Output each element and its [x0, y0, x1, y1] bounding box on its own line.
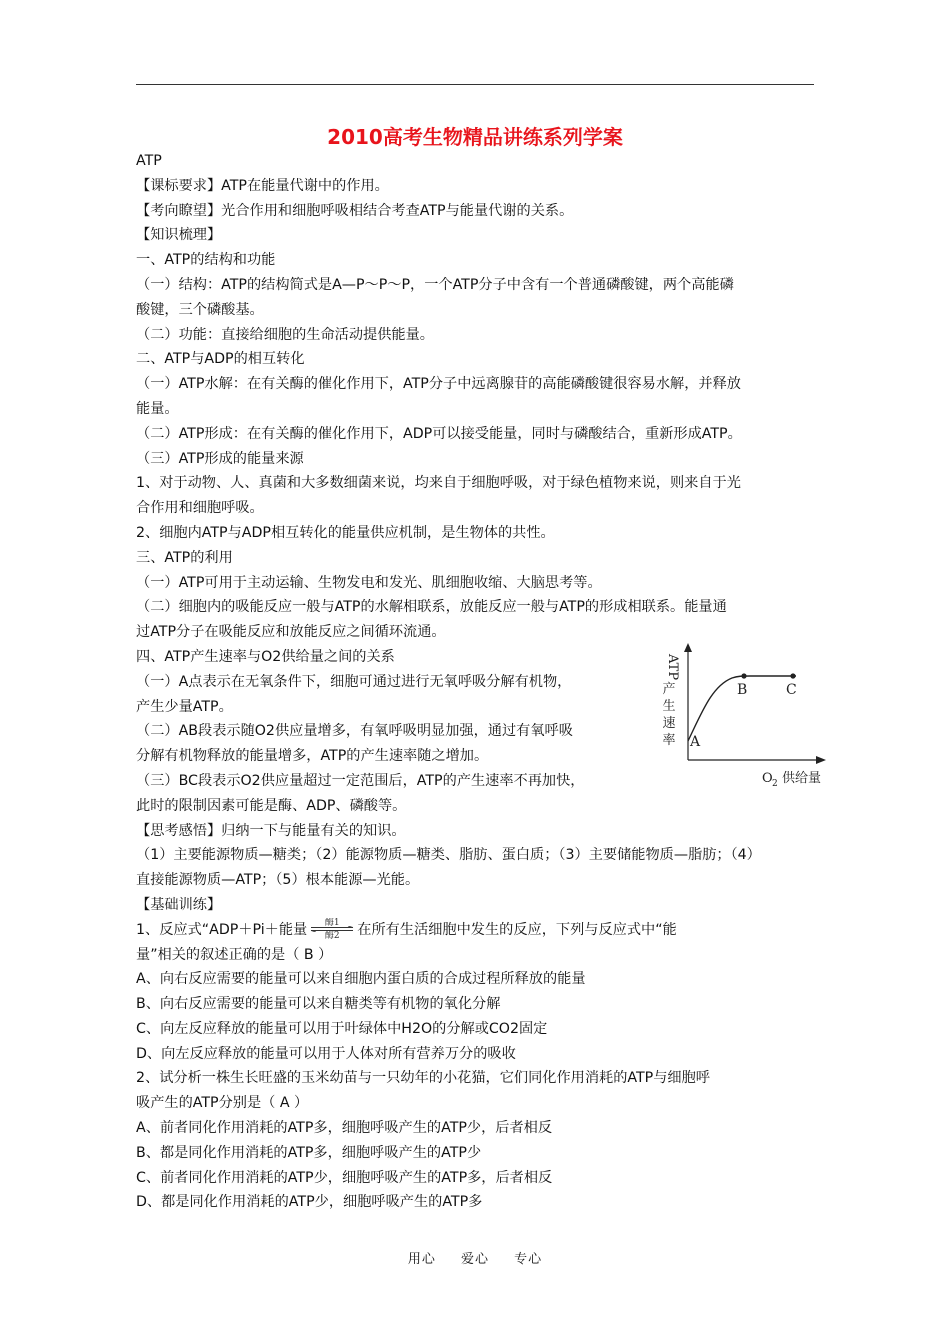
- text-line: D、都是同化作用消耗的ATP少，细胞呼吸产生的ATP多: [136, 1194, 483, 1211]
- text-line: 【考向瞭望】光合作用和细胞呼吸相结合考查ATP与能量代谢的关系。: [136, 202, 574, 219]
- footer-text: 用心: [407, 1252, 436, 1267]
- text-line: 四、ATP产生速率与O2供给量之间的关系: [136, 648, 395, 665]
- y-axis-label-char: 产: [662, 682, 676, 697]
- text-line: 量”相关的叙述正确的是（ B ）: [136, 946, 333, 963]
- text-line: 酸键，三个磷酸基。: [136, 301, 264, 318]
- text-line: （一）A点表示在无氧条件下，细胞可通过进行无氧呼吸分解有机物，: [136, 673, 572, 690]
- point-c-label: C: [786, 682, 797, 698]
- page-title: 2010高考生物精品讲练系列学案: [327, 125, 623, 149]
- x-axis-label-subscript: 2: [772, 779, 778, 789]
- y-axis-label-char: 生: [662, 699, 676, 714]
- question-1-stem: [136, 918, 816, 943]
- text-line: 二、ATP与ADP的相互转化: [136, 351, 305, 368]
- text-line: 2、细胞内ATP与ADP相互转化的能量供应机制，是生物体的共性。: [136, 524, 555, 541]
- text-line: 合作用和细胞呼吸。: [136, 500, 264, 517]
- text-line: 直接能源物质—ATP；（5）根本能源—光能。: [136, 872, 420, 889]
- enzyme-1-label: 酶1: [324, 917, 340, 928]
- point-b-label: B: [737, 682, 748, 698]
- header-rule: [136, 84, 814, 85]
- text-line: 过ATP分子在吸能反应和放能反应之间循环流通。: [136, 624, 446, 641]
- y-axis-arrow-icon: [684, 643, 692, 652]
- question-1-post: 在所有生活细胞中发生的反应，下列与反应式中“能: [357, 921, 677, 938]
- footer-text: 专心: [514, 1252, 543, 1267]
- text-line: 吸产生的ATP分别是（ A ）: [136, 1095, 309, 1112]
- text-line: （二）AB段表示随O2供应量增多，有氧呼吸明显加强，通过有氧呼吸: [136, 723, 573, 740]
- reversible-reaction-arrow: [309, 918, 355, 942]
- y-axis-label-char: 率: [662, 733, 676, 748]
- text-line: （三）BC段表示O2供应量超过一定范围后，ATP的产生速率不再加快，: [136, 772, 585, 789]
- text-line: （一）ATP可用于主动运输、生物发电和发光、肌细胞收缩、大脑思考等。: [136, 574, 602, 591]
- x-axis-label-cn: 供给量: [782, 771, 822, 786]
- text-line: 【课标要求】ATP在能量代谢中的作用。: [136, 177, 389, 194]
- y-axis-label-latin: ATP: [665, 654, 680, 681]
- text-line: （一）结构：ATP的结构简式是A—P～P～P，一个ATP分子中含有一个普通磷酸键，两个高能磷: [136, 276, 734, 293]
- point-a-label: A: [690, 734, 701, 750]
- text-line: （二）ATP形成：在有关酶的催化作用下，ADP可以接受能量，同时与磷酸结合，重新形成ATP。: [136, 425, 742, 442]
- text-line: 能量。: [136, 400, 179, 417]
- text-line: 分解有机物释放的能量增多，ATP的产生速率随之增加。: [136, 748, 489, 765]
- text-line: （一）ATP水解：在有关酶的催化作用下，ATP分子中远离腺苷的高能磷酸键很容易水解，并释放: [136, 376, 741, 393]
- footer-text: 爱心: [460, 1252, 489, 1267]
- text-line: 1、对于动物、人、真菌和大多数细菌来说，均来自于细胞呼吸，对于绿色植物来说，则来自于光: [136, 475, 741, 492]
- text-line: （二）功能：直接给细胞的生命活动提供能量。: [136, 326, 434, 343]
- text-line: A、向右反应需要的能量可以来自细胞内蛋白质的合成过程所释放的能量: [136, 971, 586, 988]
- x-axis-label-o: O: [762, 771, 773, 786]
- y-axis-label-char: 速: [662, 716, 676, 731]
- text-line: C、向左反应释放的能量可以用于叶绿体中H2O的分解或CO2固定: [136, 1020, 548, 1037]
- text-line: ATP: [136, 153, 162, 169]
- atp-rate-graph: [660, 640, 840, 790]
- point-b-marker: [741, 673, 746, 678]
- text-line: 此时的限制因素可能是酶、ADP、磷酸等。: [136, 797, 407, 814]
- text-line: （1）主要能源物质—糖类；（2）能源物质—糖类、脂肪、蛋白质；（3）主要储能物质—脂肪；（4）: [136, 847, 761, 864]
- enzyme-2-label: 酶2: [324, 930, 340, 941]
- text-line: 【知识梳理】: [136, 227, 222, 244]
- question-1-pre: 1、反应式“ADP＋Pi＋能量: [136, 921, 308, 938]
- page-footer: [0, 1248, 950, 1267]
- point-c-marker: [790, 673, 795, 678]
- text-line: 一、ATP的结构和功能: [136, 252, 276, 269]
- text-line: 产生少量ATP。: [136, 698, 233, 715]
- text-line: 三、ATP的利用: [136, 549, 233, 566]
- x-axis-arrow-icon: [816, 756, 826, 764]
- text-line: A、前者同化作用消耗的ATP多，细胞呼吸产生的ATP少，后者相反: [136, 1120, 553, 1137]
- text-line: 【基础训练】: [136, 896, 222, 913]
- text-line: （二）细胞内的吸能反应一般与ATP的水解相联系，放能反应一般与ATP的形成相联系。能量通: [136, 599, 727, 616]
- text-line: B、都是同化作用消耗的ATP多，细胞呼吸产生的ATP少: [136, 1144, 482, 1161]
- text-line: 2、试分析一株生长旺盛的玉米幼苗与一只幼年的小花猫，它们同化作用消耗的ATP与细胞呼: [136, 1070, 710, 1087]
- text-line: C、前者同化作用消耗的ATP少，细胞呼吸产生的ATP多，后者相反: [136, 1169, 553, 1186]
- text-line: 【思考感悟】归纳一下与能量有关的知识。: [136, 822, 406, 839]
- text-line: B、向右反应需要的能量可以来自糖类等有机物的氧化分解: [136, 996, 501, 1013]
- text-line: D、向左反应释放的能量可以用于人体对所有营养万分的吸收: [136, 1045, 516, 1062]
- text-line: （三）ATP形成的能量来源: [136, 450, 304, 467]
